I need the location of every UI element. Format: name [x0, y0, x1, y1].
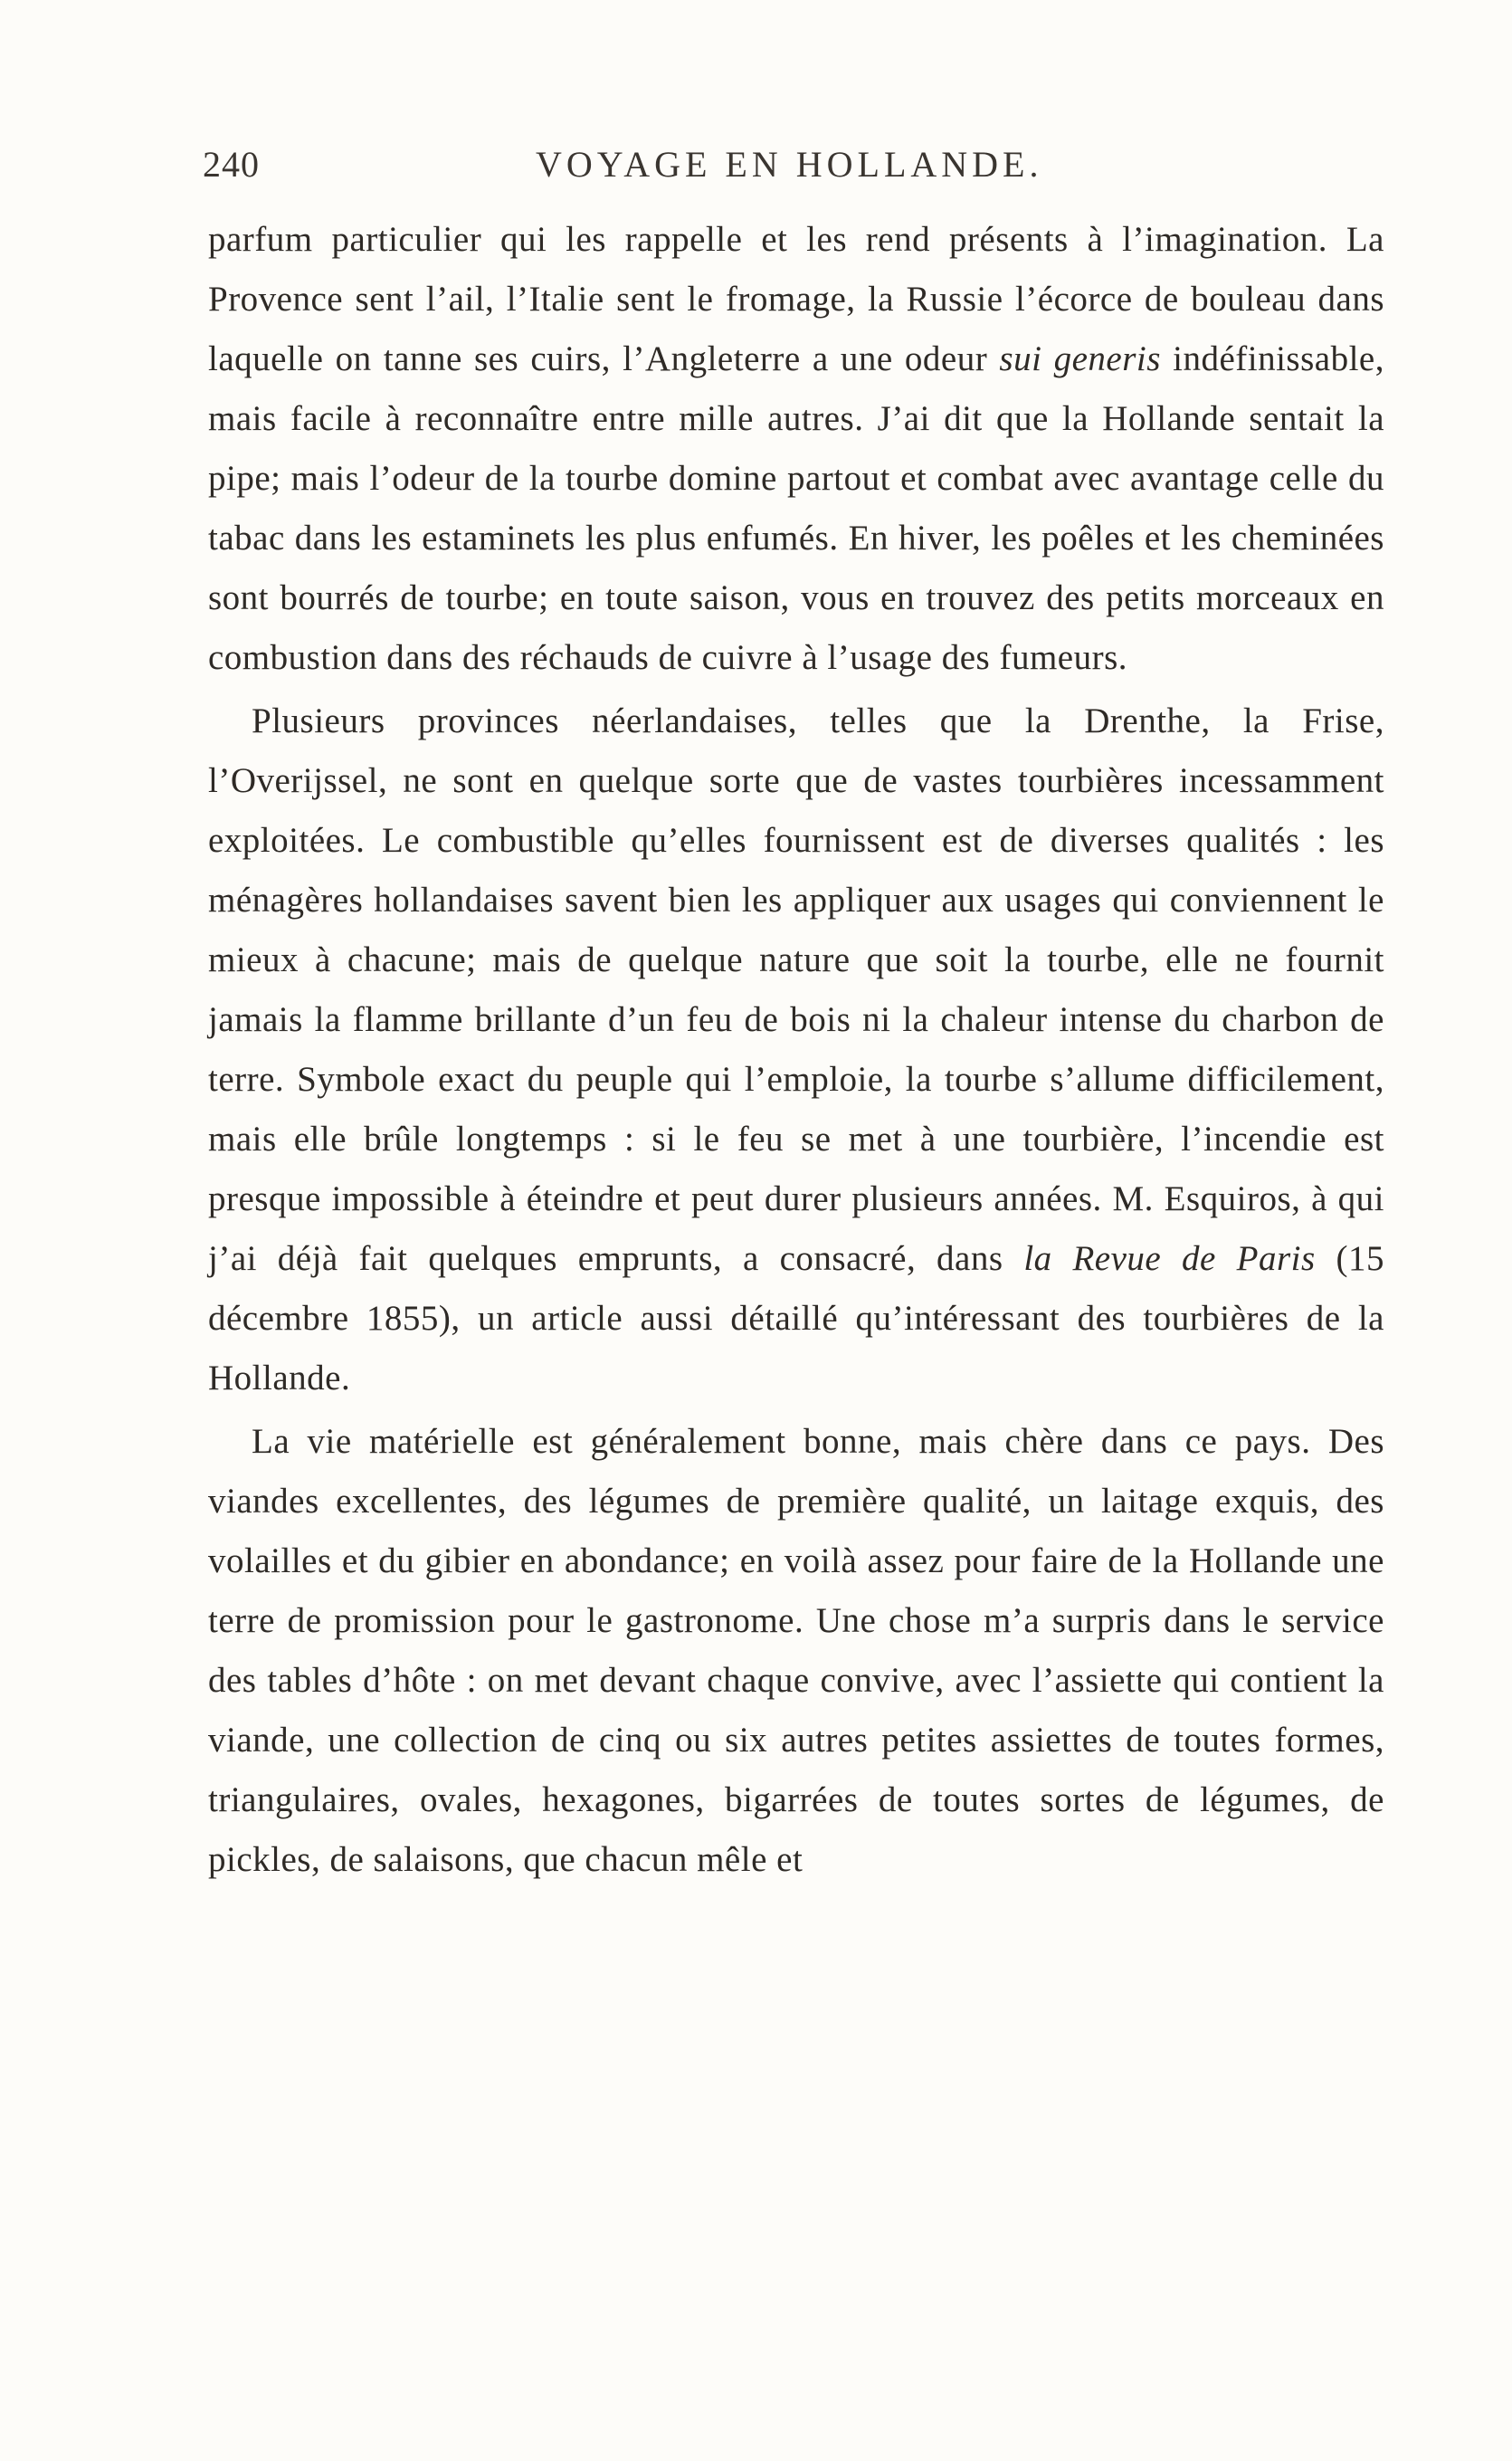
paragraph-3: [208, 1412, 1384, 1890]
paragraph-1-text-b: indéfinissable, mais facile à reconnaître entre mille autres. J’ai dit que la Hollande sentait la pipe; mais l’odeur de la tourbe domine partout et combat avec avantage celle du tabac dans les estaminets les plus enfumés. En hiver, les poêles et les cheminées sont bourrés de tourbe; en toute saison, vous en trouvez des petits morceaux en combustion dans des réchauds de cuivre à l’usage des fumeurs.: [208, 339, 1384, 677]
paragraph-1: [208, 210, 1384, 688]
paragraph-1-italic: sui generis: [999, 339, 1161, 378]
page-header: [203, 143, 1379, 197]
running-title: VOYAGE EN HOLLANDE.: [536, 144, 1043, 185]
body-text: [208, 210, 1384, 1890]
paragraph-2-italic: la Revue de Paris: [1023, 1239, 1316, 1278]
paragraph-1-text-a: parfum particulier qui les rappelle et les rend présents à l’imagination. La Provence sent l’ail, l’Italie sent le fromage, la Russie l’écorce de bouleau dans laquelle on tanne ses cuirs, l’Angleterre a une odeur: [208, 220, 1384, 378]
paragraph-2-text-b: (15 décembre 1855), un article aussi détaillé qu’intéressant des tourbières de la Hollande.: [208, 1239, 1384, 1397]
paragraph-3-text-a: La vie matérielle est généralement bonne, mais chère dans ce pays. Des viandes excellentes, des légumes de première qualité, un laitage exquis, des volailles et du gibier en abondance; en voilà assez pour faire de la Hollande une terre de promission pour le gastronome. Une chose m’a surpris dans le service des tables d’hôte : on met devant chaque convive, avec l’assiette qui contient la viande, une collection de cinq ou six autres petites assiettes de toutes formes, triangulaires, ovales, hexagones, bigarrées de toutes sortes de légumes, de pickles, de salaisons, que chacun mêle et: [208, 1422, 1384, 1879]
paragraph-2-text-a: Plusieurs provinces néerlandaises, telles que la Drenthe, la Frise, l’Overijssel, ne sont en quelque sorte que de vastes tourbières incessamment exploitées. Le combustible qu’elles fournissent est de diverses qualités : les ménagères hollandaises savent bien les appliquer aux usages qui conviennent le mieux à chacune; mais de quelque nature que soit la tourbe, elle ne fournit jamais la flamme brillante d’un feu de bois ni la chaleur intense du charbon de terre. Symbole exact du peuple qui l’emploie, la tourbe s’allume difficilement, mais elle brûle longtemps : si le feu se met à une tourbière, l’incendie est presque impossible à éteindre et peut durer plusieurs années. M. Esquiros, à qui j’ai déjà fait quelques emprunts, a consacré, dans: [208, 701, 1384, 1278]
page-number: 240: [203, 144, 260, 185]
paragraph-2: [208, 692, 1384, 1408]
